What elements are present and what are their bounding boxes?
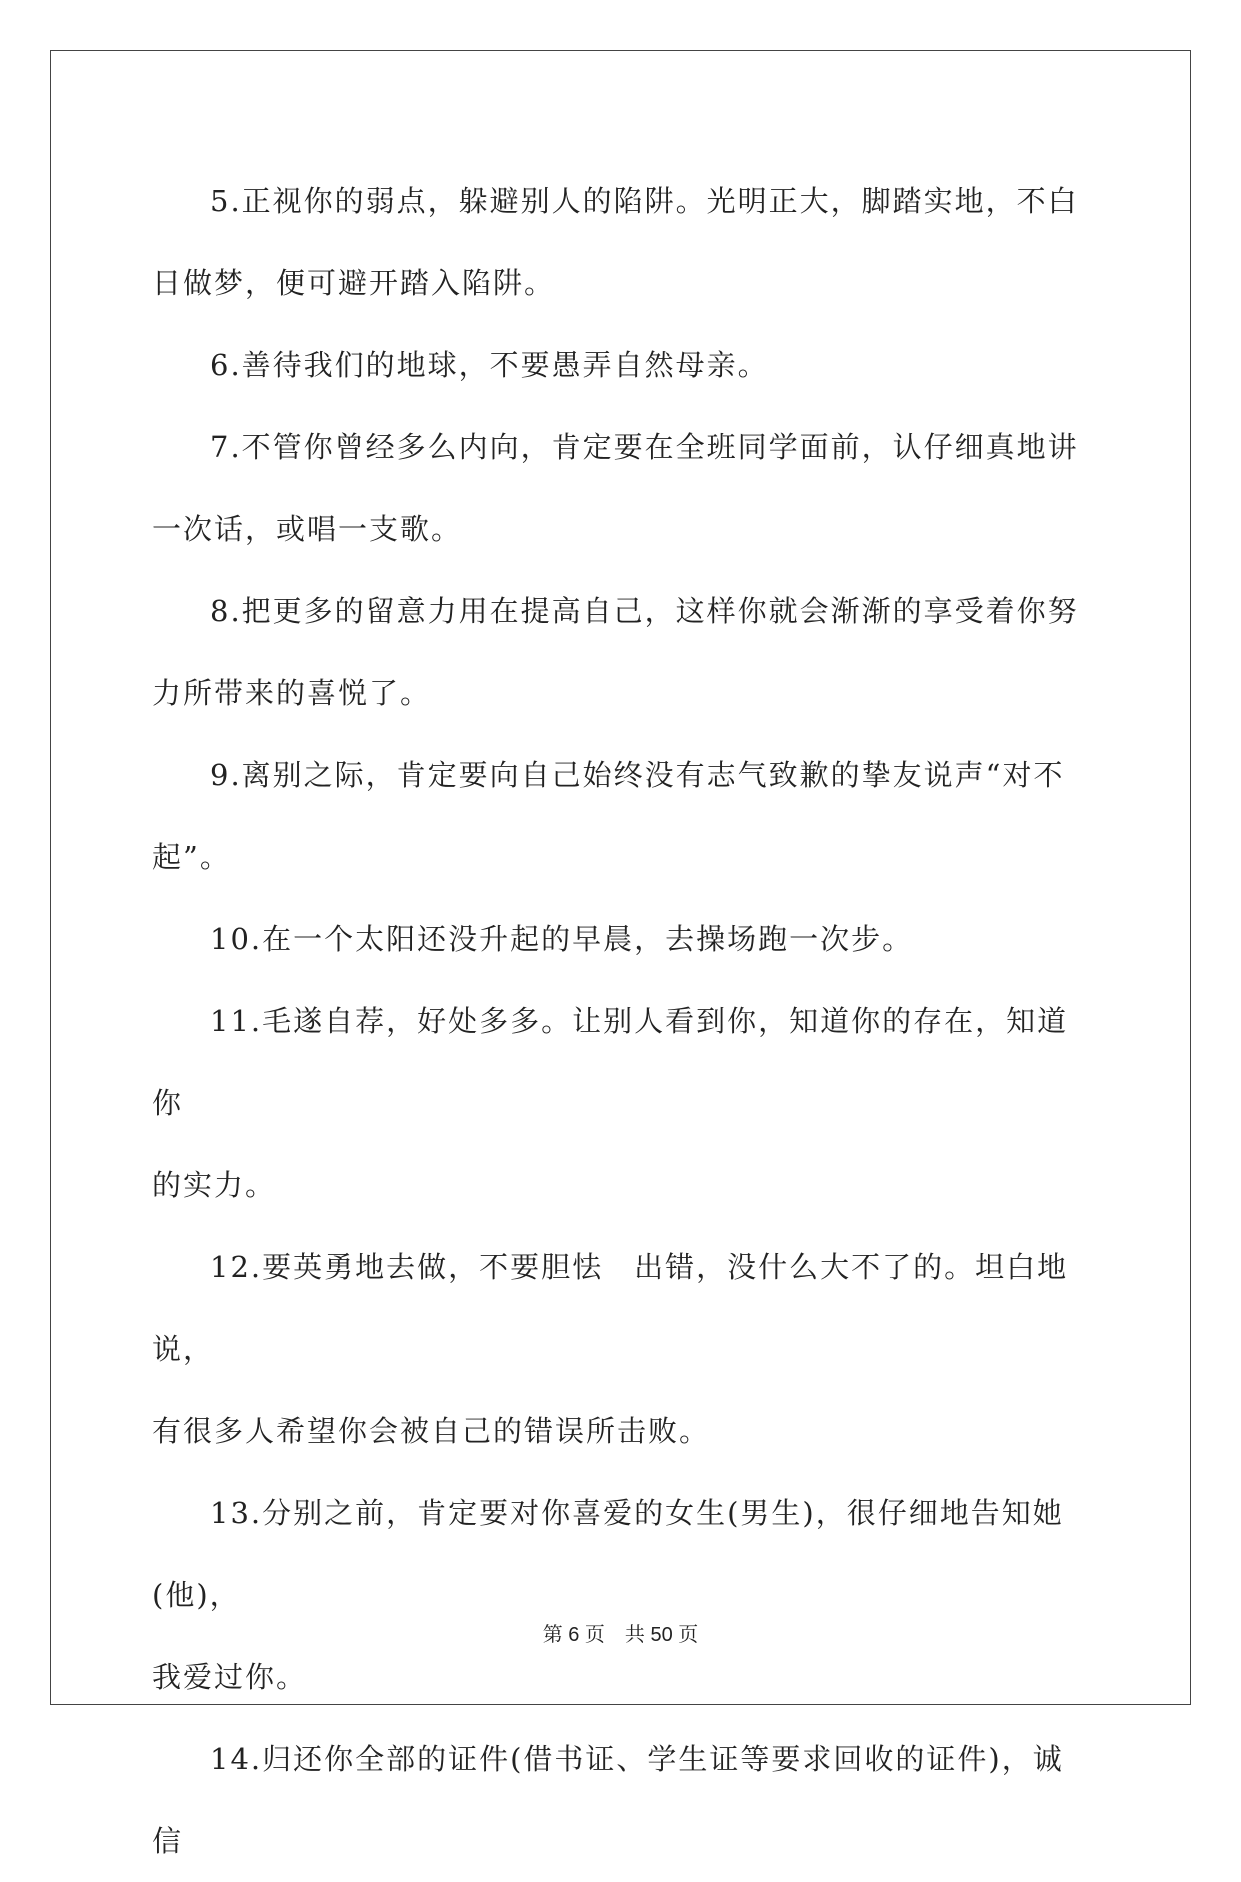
paragraph-8: 8.把更多的留意力用在提高自己，这样你就会渐渐的享受着你努 力所带来的喜悦了。	[152, 594, 1079, 710]
page-footer: 第 6 页 共 50 页	[542, 1624, 699, 1646]
paragraph-12: 12.要英勇地去做，不要胆怯 出错，没什么大不了的。坦白地说， 有很多人希望你会被自己的错误所击败。	[152, 1250, 1069, 1448]
paragraph-13: 13.分别之前，肯定要对你喜爱的女生(男生)，很仔细地告知她(他)， 我爱过你。	[152, 1496, 1064, 1694]
paragraph-9: 9.离别之际，肯定要向自己始终没有志气致歉的挚友说声“对不 起”。	[152, 758, 1065, 874]
paragraph-10: 10.在一个太阳还没升起的早晨，去操场跑一次步。	[210, 922, 914, 956]
paragraph-5: 5.正视你的弱点，躲避别人的陷阱。光明正大，脚踏实地，不白 日做梦，便可避开踏入陷阱。	[152, 184, 1079, 300]
paragraph-6: 6.善待我们的地球，不要愚弄自然母亲。	[210, 348, 769, 382]
paragraph-14: 14.归还你全部的证件(借书证、学生证等要求回收的证件)，诚信	[152, 1742, 1064, 1858]
paragraph-7: 7.不管你曾经多么内向，肯定要在全班同学面前，认仔细真地讲 一次话，或唱一支歌。	[152, 430, 1079, 546]
paragraph-11: 11.毛遂自荐，好处多多。让别人看到你，知道你的存在，知道你 的实力。	[152, 1004, 1069, 1202]
